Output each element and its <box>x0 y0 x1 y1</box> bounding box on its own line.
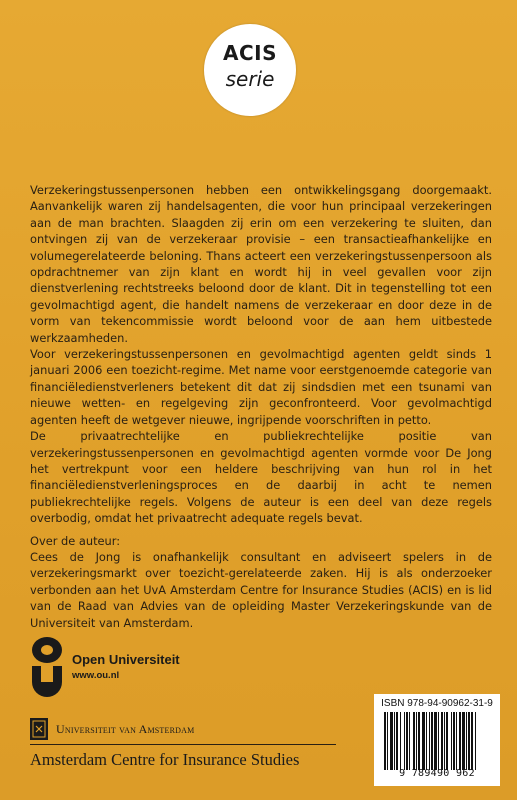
badge-title: ACIS <box>222 41 277 65</box>
blurb-paragraph-1: Verzekeringstussenpersonen hebben een ontwikkelingsgang doorgemaakt. Aanvankelijk waren zij handelsagenten, die voor hun principaal verzekeringen aan de man brachten. Slaagden zij erin om een verzekering te sluiten, dan ontvingen zij van de verzekeraar provisie – een transactieafhankelijke en volumegerelateerde beloning. Thans acteert een verzekeringstussenpersoon als opdrachtnemer van zijn klant en wordt hij in veel gevallen voor zijn dienstverlening rechtstreeks beloond door de klant. Dit in tegenstelling tot een gevolmachtigd agent, die handelt namens de verzekeraar en door deze in de vorm van tekencommissie wordt beloond voor de aan hem uitbestede werkzaamheden. <box>30 183 492 345</box>
divider <box>30 744 336 745</box>
open-universiteit-logo-icon <box>30 636 64 698</box>
badge-subtitle: serie <box>225 67 275 91</box>
acis-name: Amsterdam Centre for Insurance Studies <box>30 750 300 769</box>
isbn-barcode-panel <box>374 694 500 786</box>
author-text: Cees de Jong is onafhankelijk consultant en adviseert spelers in de verzekeringsmarkt over toezicht-gerelateerde zaken. Hij is als onderzoeker verbonden aan het UvA Amsterdam Centre for Insurance Studies (ACIS) en is lid van de Raad van Advies van de opleiding Master Verzekeringskunde van de Universiteit van Amsterdam. <box>30 549 492 630</box>
acis-series-badge <box>204 24 296 116</box>
uva-name: Universiteit van Amsterdam <box>56 722 195 736</box>
isbn-label: ISBN 978-94-90962-31-9 <box>381 698 493 709</box>
blurb-paragraph-2: Voor verzekeringstussenpersonen en gevolmachtigd agenten geldt sinds 1 januari 2006 een toezicht-regime. Met name voor eerstgenoemde categorie van financiëledienstverleners betekent dit dat zij sindsdien met een tsunami van nieuwe wetten- en regelgeving zijn geconfronteerd. Voor gevolmachtigd agenten heeft de wetgever nieuwe, ingrijpende voorschriften in petto. <box>30 347 492 427</box>
blurb-paragraph-3: De privaatrechtelijke en publiekrechtelijke positie van verzekeringstussenpersonen en gevolmachtigd agenten vormde voor De Jong het vertrekpunt voor een heldere beschrijving van hun rol in het financiëledienstverleningsproces en de daarbij in acht te nemen publiekrechtelijke regels. Volgens de auteur is een deel van deze regels overbodig, omdat het privaatrecht adequate regels bevat. <box>30 429 492 526</box>
ou-name: Open Universiteit <box>72 652 180 667</box>
barcode-digits: 9 789490 962 <box>399 768 475 779</box>
barcode-icon <box>384 712 492 770</box>
author-heading: Over de auteur: <box>30 533 121 548</box>
uva-seal-icon <box>30 718 48 740</box>
blurb-text <box>30 182 492 631</box>
ou-url: www.ou.nl <box>72 670 120 681</box>
